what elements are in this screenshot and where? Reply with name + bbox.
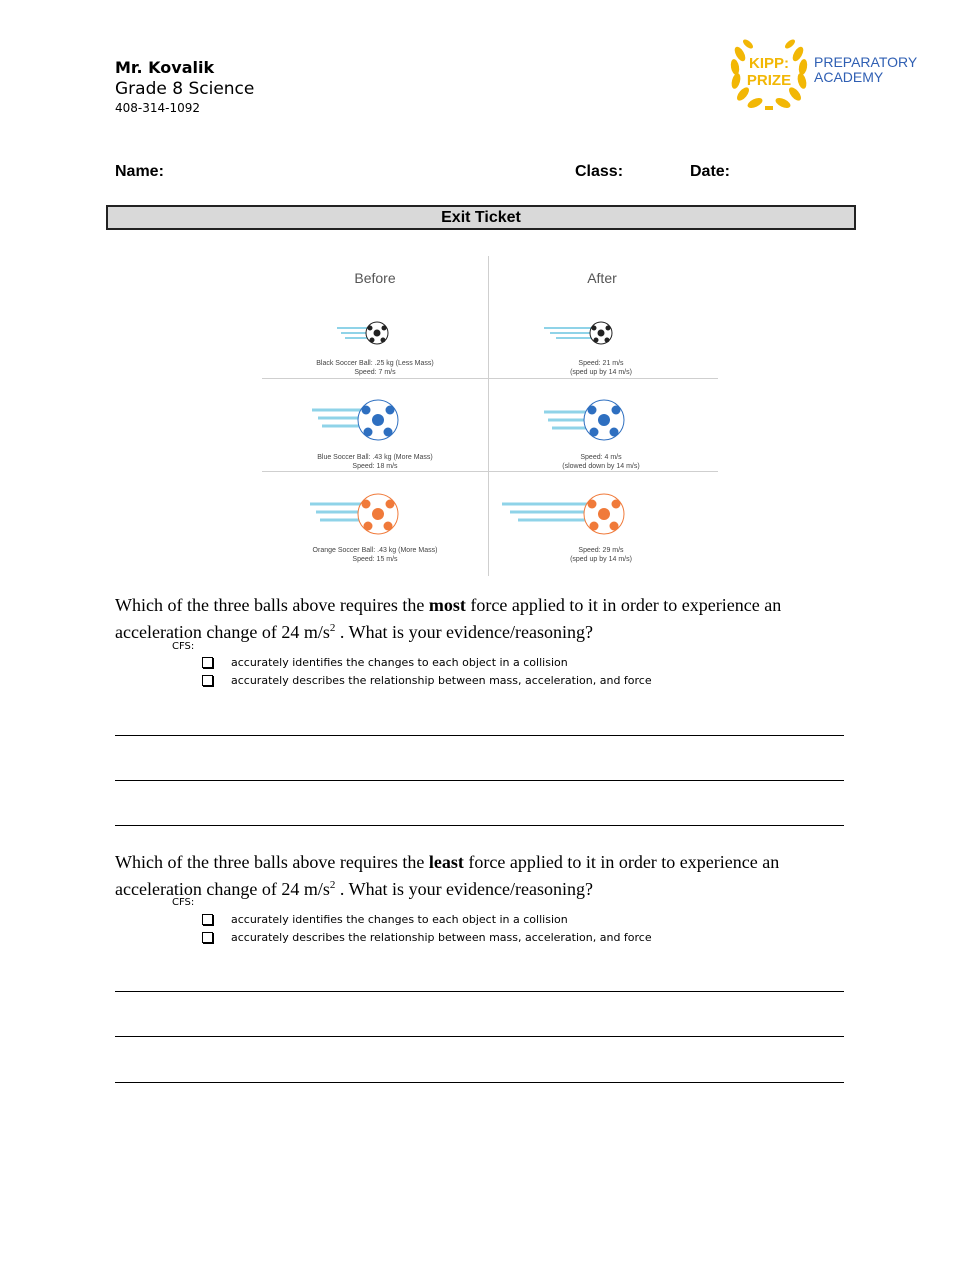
teacher-info <box>115 58 254 116</box>
question-2-emphasis: least <box>428 852 464 872</box>
blue-before-caption <box>275 453 475 471</box>
question-2-suffix: . What is your evidence/reasoning? <box>335 879 593 899</box>
blue-before-mass: Blue Soccer Ball: .43 kg (More Mass) <box>317 454 433 461</box>
question-1-criterion-2 <box>202 674 652 687</box>
course-name: Grade 8 Science <box>115 79 255 99</box>
blue-after-change: (slowed down by 14 m/s) <box>562 463 640 470</box>
answer-line[interactable] <box>115 1082 844 1083</box>
blue-before-speed: Speed: 18 m/s <box>352 463 398 470</box>
name-label: Name: <box>115 163 164 180</box>
black-after-caption <box>501 359 701 377</box>
checkbox-icon[interactable] <box>202 657 213 668</box>
answer-line[interactable] <box>115 1036 844 1037</box>
question-2-criterion-2-text: accurately describes the relationship between mass, acceleration, and force <box>231 931 652 944</box>
question-2-criterion-2 <box>202 931 652 944</box>
question-1-suffix: . What is your evidence/reasoning? <box>335 622 593 642</box>
teacher-name: Mr. Kovalik <box>115 58 215 77</box>
orange-before-speed: Speed: 15 m/s <box>352 556 398 563</box>
figure-divider-vertical <box>488 256 489 576</box>
question-2-criterion-1-text: accurately identifies the changes to each object in a collision <box>231 913 568 926</box>
exit-ticket-banner: Exit Ticket <box>106 205 856 230</box>
orange-after-speed: Speed: 29 m/s <box>578 547 624 554</box>
before-heading: Before <box>354 270 396 286</box>
question-1-criterion-1-text: accurately identifies the changes to each object in a collision <box>231 656 568 669</box>
black-ball-before-icon <box>337 318 397 348</box>
black-after-speed: Speed: 21 m/s <box>578 360 624 367</box>
logo-mark-line1: KIPP: <box>748 55 790 72</box>
question-1 <box>115 594 855 644</box>
figure-divider-row2 <box>262 471 718 472</box>
teacher-phone: 408-314-1092 <box>115 101 201 115</box>
logo-mark-line2: PRIZE <box>746 72 792 89</box>
figure-divider-row1 <box>262 378 718 379</box>
answer-line[interactable] <box>115 825 844 826</box>
question-1-criterion-1 <box>202 656 568 669</box>
black-ball-after-icon <box>544 318 619 348</box>
black-before-caption <box>275 359 475 377</box>
question-1-cfs-label: CFS: <box>172 641 195 652</box>
checkbox-icon[interactable] <box>202 675 213 686</box>
logo-text-line1: PREPARATORY <box>814 54 918 70</box>
question-2-criterion-1 <box>202 913 568 926</box>
question-1-middle: force applied to it in order to experience an acceleration change of 24 m/s <box>115 595 782 642</box>
black-after-change: (sped up by 14 m/s) <box>570 369 632 376</box>
class-label: Class: <box>575 163 624 180</box>
question-1-prefix: Which of the three balls above requires the <box>115 595 429 615</box>
blue-after-speed: Speed: 4 m/s <box>580 454 622 461</box>
question-2-sup: 2 <box>329 879 336 891</box>
after-heading: After <box>587 270 617 286</box>
orange-ball-after-icon <box>502 492 628 536</box>
question-2-middle: force applied to it in order to experience an acceleration change of 24 m/s <box>115 852 780 899</box>
school-logo <box>728 34 918 112</box>
logo-text-line2: ACADEMY <box>814 69 884 85</box>
black-before-speed: Speed: 7 m/s <box>354 369 396 376</box>
orange-ball-before-icon <box>310 492 402 536</box>
answer-line[interactable] <box>115 991 844 992</box>
orange-after-caption <box>501 546 701 564</box>
question-1-criterion-2-text: accurately describes the relationship between mass, acceleration, and force <box>231 674 652 687</box>
date-label: Date: <box>690 163 731 180</box>
checkbox-icon[interactable] <box>202 932 213 943</box>
laurel-wreath-icon <box>728 34 814 112</box>
question-1-sup: 2 <box>329 622 336 634</box>
question-2 <box>115 851 855 901</box>
answer-line[interactable] <box>115 780 844 781</box>
question-2-prefix: Which of the three balls above requires the <box>115 852 429 872</box>
collision-figure <box>262 256 718 578</box>
checkbox-icon[interactable] <box>202 914 213 925</box>
question-2-cfs-label: CFS: <box>172 897 195 908</box>
question-1-emphasis: most <box>428 595 466 615</box>
blue-ball-before-icon <box>312 398 402 442</box>
orange-before-caption <box>275 546 475 564</box>
orange-after-change: (sped up by 14 m/s) <box>570 556 632 563</box>
black-before-mass: Black Soccer Ball: .25 kg (Less Mass) <box>316 360 434 367</box>
blue-after-caption <box>501 453 701 471</box>
orange-before-mass: Orange Soccer Ball: .43 kg (More Mass) <box>312 547 438 554</box>
blue-ball-after-icon <box>544 398 629 442</box>
answer-line[interactable] <box>115 735 844 736</box>
